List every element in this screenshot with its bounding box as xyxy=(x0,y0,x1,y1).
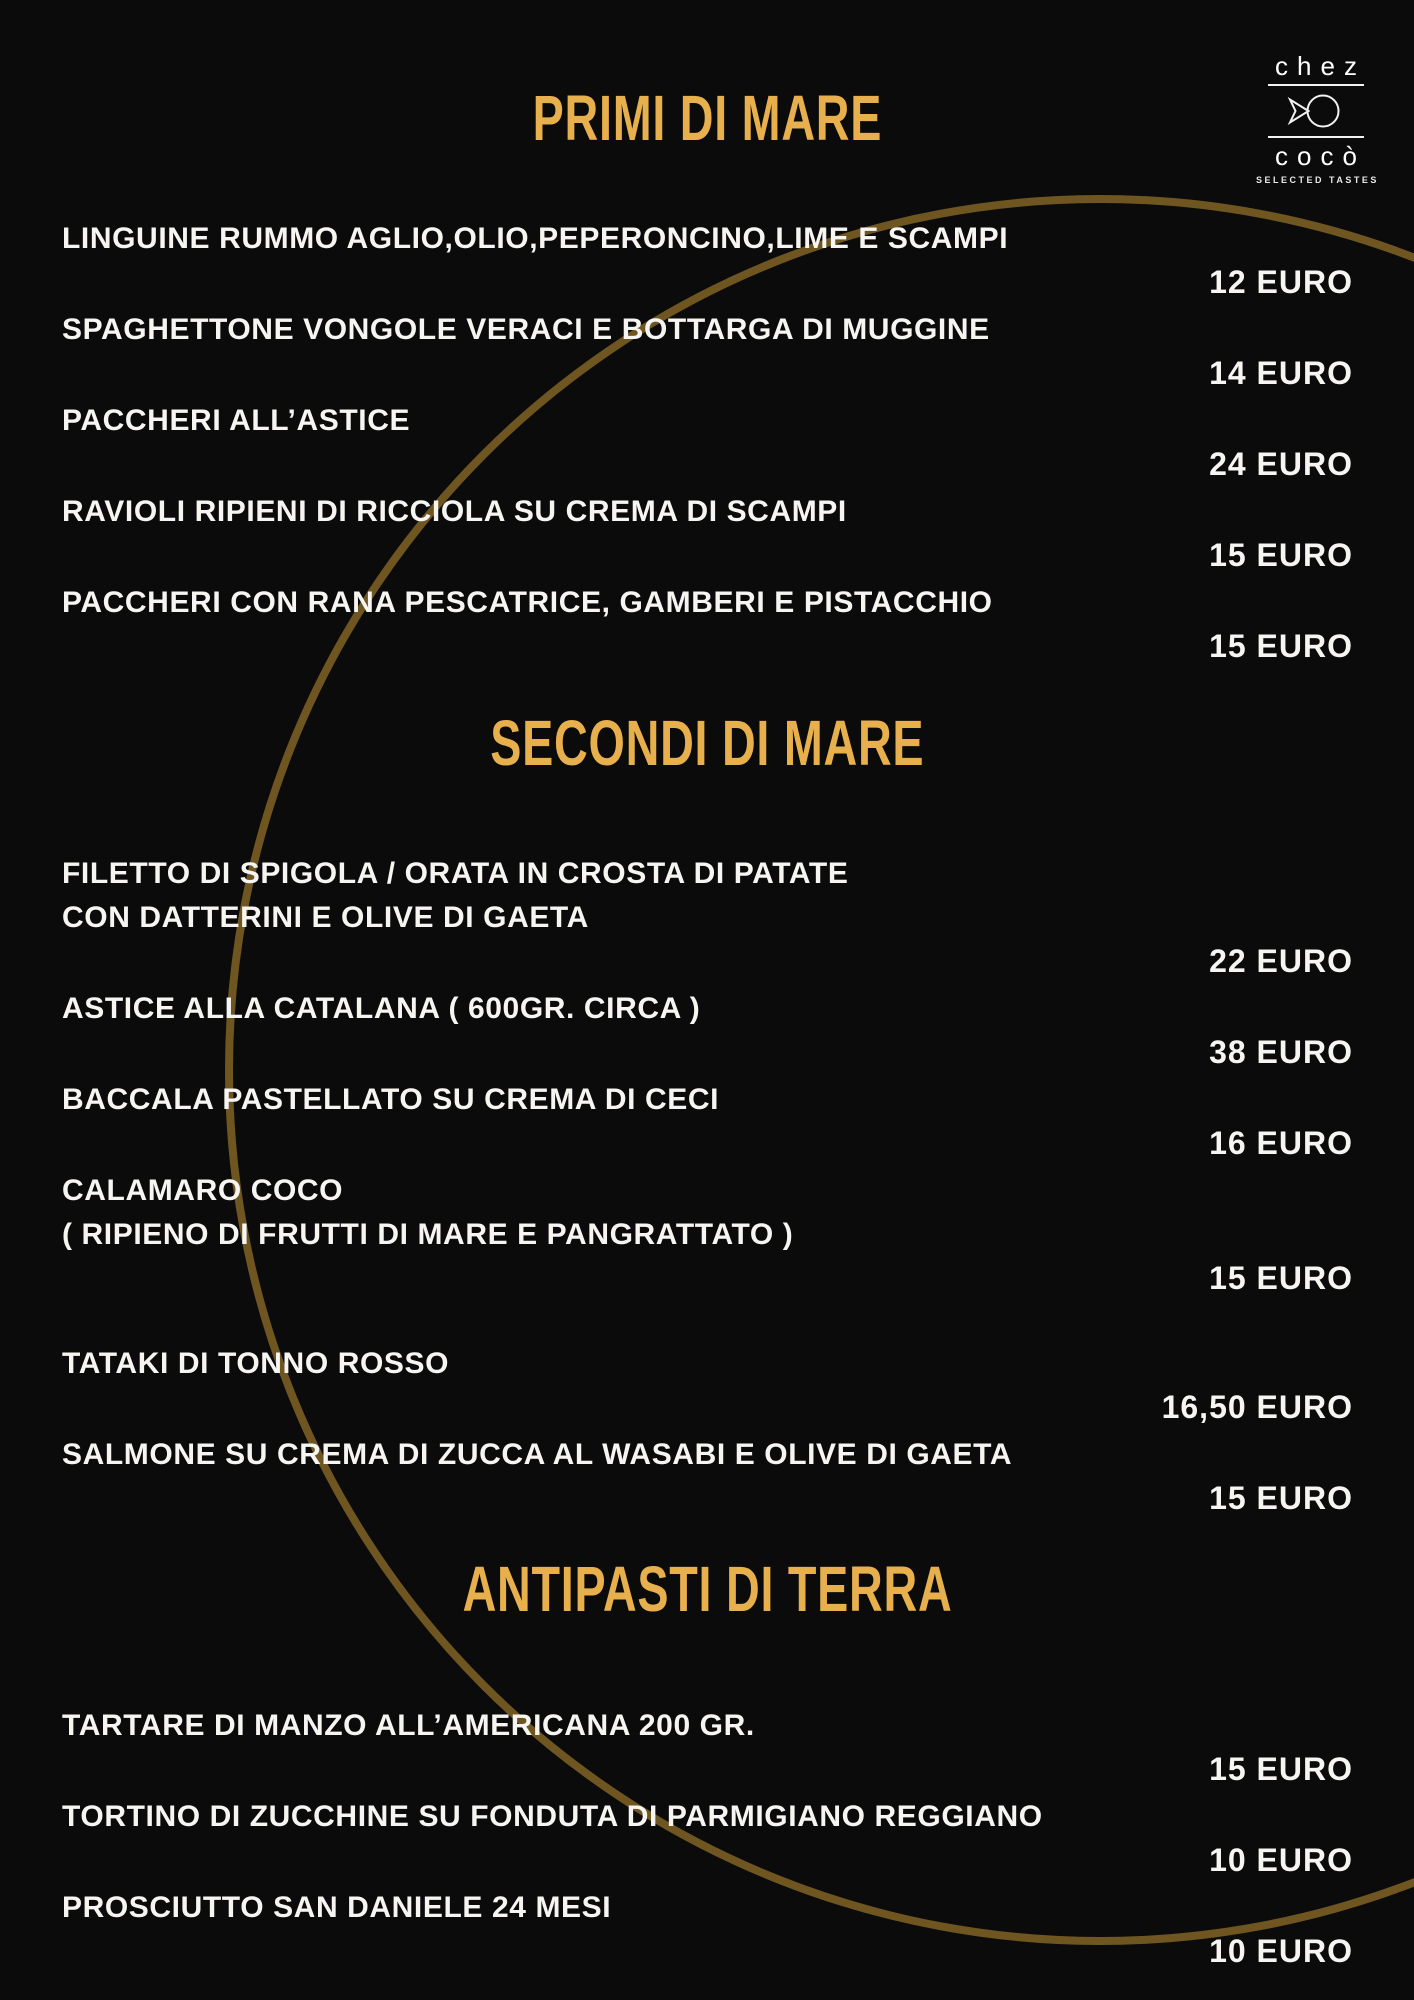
menu-item-name: SALMONE SU CREMA DI ZUCCA AL WASABI E OLIVE DI GAETA xyxy=(62,1438,1013,1471)
menu-item-name: PACCHERI ALL’ASTICE xyxy=(62,404,411,437)
menu-item xyxy=(62,852,1353,981)
section-antipasti-title-wrap xyxy=(62,1555,1353,1623)
menu-item-name: LINGUINE RUMMO AGLIO,OLIO,PEPERONCINO,LIME E SCAMPI xyxy=(62,222,1009,255)
menu-item xyxy=(62,217,1353,302)
menu-item-name: ASTICE ALLA CATALANA ( 600GR. CIRCA ) xyxy=(62,992,701,1025)
restaurant-logo xyxy=(1256,51,1379,186)
menu-item-price: 16,50 EURO xyxy=(1161,1389,1353,1425)
section-primi-title-wrap xyxy=(62,84,1353,152)
logo-coco-text: cocò xyxy=(1275,141,1366,171)
menu-item xyxy=(62,490,1353,575)
logo-divider-top xyxy=(1268,84,1364,86)
menu-item-name: BACCALA PASTELLATO SU CREMA DI CECI xyxy=(62,1083,720,1116)
menu-item-price: 10 EURO xyxy=(1209,1842,1353,1878)
menu-item-name: PROSCIUTTO SAN DANIELE 24 MESI xyxy=(62,1891,612,1924)
menu-item-price: 15 EURO xyxy=(1209,537,1353,573)
menu-item-price: 14 EURO xyxy=(1209,355,1353,391)
section-title-primi: PRIMI DI MARE xyxy=(532,82,883,154)
menu-item-price: 15 EURO xyxy=(1209,1751,1353,1787)
menu-item-price: 15 EURO xyxy=(1209,1480,1353,1516)
menu-item xyxy=(62,1342,1353,1427)
menu-item xyxy=(62,987,1353,1072)
fish-icon xyxy=(1285,90,1347,132)
menu-item-name: CALAMARO COCO xyxy=(62,1174,344,1207)
menu-item-name: TORTINO DI ZUCCHINE SU FONDUTA DI PARMIGIANO REGGIANO xyxy=(62,1800,1043,1833)
section-title-antipasti: ANTIPASTI DI TERRA xyxy=(462,1553,953,1625)
menu-item xyxy=(62,1886,1353,1971)
menu-item-name: CON DATTERINI E OLIVE DI GAETA xyxy=(62,901,589,934)
menu-item xyxy=(62,581,1353,666)
menu-item-name: RAVIOLI RIPIENI DI RICCIOLA SU CREMA DI SCAMPI xyxy=(62,495,847,528)
menu-item xyxy=(62,308,1353,393)
menu-item-name: TATAKI DI TONNO ROSSO xyxy=(62,1347,450,1380)
menu-item xyxy=(62,1795,1353,1880)
logo-divider-bottom xyxy=(1268,136,1364,138)
menu-item-price: 16 EURO xyxy=(1209,1125,1353,1161)
section-secondi-title-wrap xyxy=(62,709,1353,777)
menu-item-name: TARTARE DI MANZO ALL’AMERICANA 200 GR. xyxy=(62,1709,755,1742)
menu-item xyxy=(62,1078,1353,1163)
menu-item-price: 15 EURO xyxy=(1209,1260,1353,1296)
menu-item-name: FILETTO DI SPIGOLA / ORATA IN CROSTA DI PATATE xyxy=(62,857,849,890)
logo-chez-text: chez xyxy=(1275,51,1366,81)
menu-item-name: PACCHERI CON RANA PESCATRICE, GAMBERI E PISTACCHIO xyxy=(62,586,993,619)
logo-tagline: SELECTED TASTES xyxy=(1256,175,1379,185)
menu-item xyxy=(62,1169,1353,1298)
menu-item-price: 15 EURO xyxy=(1209,628,1353,664)
menu-item-price: 24 EURO xyxy=(1209,446,1353,482)
menu-item-price: 38 EURO xyxy=(1209,1034,1353,1070)
menu-item-price: 22 EURO xyxy=(1209,943,1353,979)
menu-item xyxy=(62,399,1353,484)
menu-item-name: ( RIPIENO DI FRUTTI DI MARE E PANGRATTATO ) xyxy=(62,1218,794,1251)
menu-item-price: 10 EURO xyxy=(1209,1933,1353,1969)
menu-item-price: 12 EURO xyxy=(1209,264,1353,300)
menu-item-name: SPAGHETTONE VONGOLE VERACI E BOTTARGA DI MUGGINE xyxy=(62,313,990,346)
menu-item xyxy=(62,1433,1353,1518)
menu-item xyxy=(62,1704,1353,1789)
section-title-secondi: SECONDI DI MARE xyxy=(490,707,925,779)
